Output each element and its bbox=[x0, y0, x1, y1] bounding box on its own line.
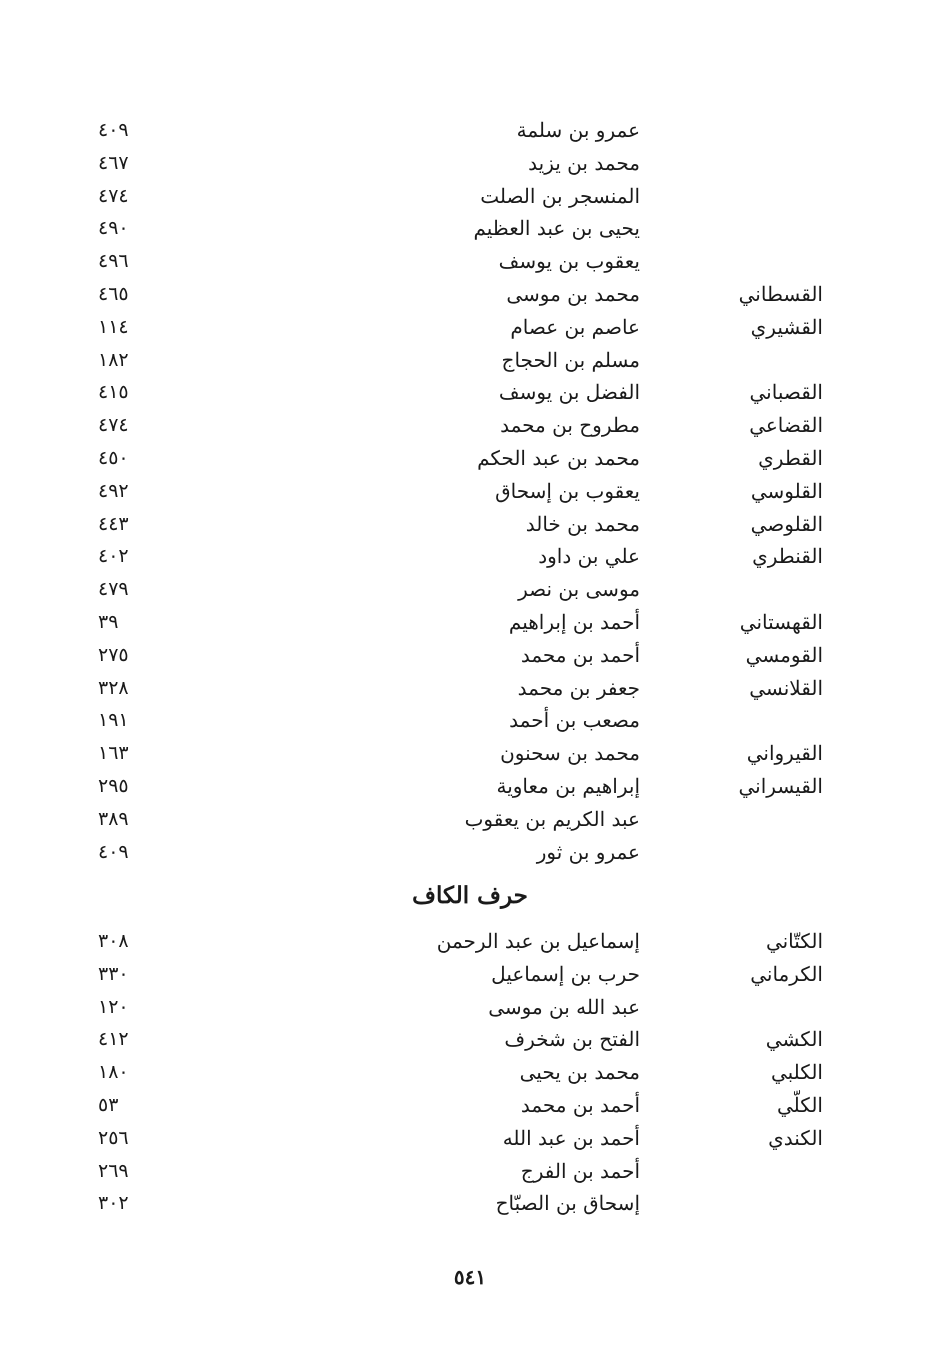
person-name: عاصم بن عصام bbox=[510, 314, 640, 339]
nisba-label: القطري bbox=[758, 445, 823, 470]
page-ref: ١١٤ bbox=[98, 315, 129, 338]
nisba-label: القيسراني bbox=[738, 773, 823, 798]
page-ref: ٤٥٠ bbox=[98, 446, 129, 469]
page-ref: ٤٩٦ bbox=[98, 250, 129, 273]
page-ref: ١٨٢ bbox=[98, 348, 129, 371]
page-ref: ٤٤٣ bbox=[98, 512, 129, 535]
index-row bbox=[0, 376, 940, 409]
page-ref: ١٨٠ bbox=[98, 1061, 129, 1084]
page-ref: ٤٧٩ bbox=[98, 578, 129, 601]
page-ref: ٤٩٢ bbox=[98, 479, 129, 502]
person-name: إسحاق بن الصبّاح bbox=[495, 1191, 640, 1216]
person-name: موسى بن نصر bbox=[518, 577, 640, 602]
person-name: أحمد بن الفرج bbox=[520, 1158, 640, 1183]
person-name: أحمد بن محمد bbox=[520, 642, 640, 667]
index-row bbox=[0, 704, 940, 737]
person-name: مسلم بن الحجاج bbox=[501, 347, 640, 372]
nisba-label: الكشي bbox=[765, 1027, 823, 1052]
index-row bbox=[0, 1023, 940, 1056]
person-name: يعقوب بن إسحاق bbox=[495, 478, 640, 503]
index-row bbox=[0, 672, 940, 705]
person-name: عبد الله بن موسى bbox=[488, 994, 640, 1019]
index-row bbox=[0, 836, 940, 869]
nisba-label: القسطاني bbox=[738, 281, 823, 306]
page-ref: ٣٢٨ bbox=[98, 676, 129, 699]
nisba-label: القضاعي bbox=[749, 413, 823, 438]
page-ref: ٢٩٥ bbox=[98, 774, 129, 797]
index-row bbox=[0, 508, 940, 541]
index-section-kaf bbox=[0, 925, 940, 1220]
page-number: ٥٤١ bbox=[453, 1265, 487, 1289]
person-name: أحمد بن عبد الله bbox=[502, 1125, 640, 1150]
nisba-label: القلانسي bbox=[749, 675, 823, 700]
index-row bbox=[0, 1056, 940, 1089]
nisba-label: القهستاني bbox=[739, 609, 823, 634]
index-row bbox=[0, 278, 940, 311]
index-row bbox=[0, 540, 940, 573]
person-name: محمد بن يحيى bbox=[519, 1060, 640, 1085]
person-name: علي بن داود bbox=[538, 544, 640, 569]
index-row bbox=[0, 344, 940, 377]
page-ref: ٤٦٥ bbox=[98, 282, 129, 305]
person-name: محمد بن عبد الحكم bbox=[477, 445, 640, 470]
person-name: عمرو بن سلمة bbox=[516, 118, 640, 142]
person-name: أحمد بن إبراهيم bbox=[508, 609, 640, 634]
person-name: محمد بن موسى bbox=[506, 281, 640, 306]
nisba-label: الكلبي bbox=[770, 1060, 823, 1085]
nisba-label: القشيري bbox=[750, 314, 823, 339]
person-name: مطروح بن محمد bbox=[500, 413, 640, 438]
nisba-label: القومسي bbox=[745, 642, 823, 667]
nisba-label: القصباني bbox=[749, 380, 823, 405]
index-section-qaf bbox=[0, 114, 940, 868]
page-ref: ٢٧٥ bbox=[98, 643, 129, 666]
page-ref: ٤٠٩ bbox=[98, 119, 129, 141]
index-row bbox=[0, 1122, 940, 1155]
nisba-label: الكلّي bbox=[777, 1092, 823, 1117]
person-name: حرب بن إسماعيل bbox=[491, 961, 640, 986]
page-ref: ٣٠٨ bbox=[98, 930, 129, 952]
index-row bbox=[0, 475, 940, 508]
page-ref: ٥٣ bbox=[98, 1093, 119, 1116]
page-ref: ٢٥٦ bbox=[98, 1126, 129, 1149]
index-row bbox=[0, 1089, 940, 1122]
section-heading: حرف الكاف bbox=[412, 882, 528, 909]
page-ref: ١٢٠ bbox=[98, 995, 129, 1018]
index-row bbox=[0, 606, 940, 639]
index-row bbox=[0, 311, 940, 344]
page-ref: ٤٩٠ bbox=[98, 217, 129, 240]
person-name: أحمد بن محمد bbox=[520, 1092, 640, 1117]
page-ref: ١٦٣ bbox=[98, 742, 129, 765]
index-row bbox=[0, 573, 940, 606]
person-name: محمد بن يزيد bbox=[528, 150, 640, 175]
nisba-label: الكتّاني bbox=[765, 929, 823, 953]
person-name: محمد بن سحنون bbox=[500, 741, 640, 766]
index-row bbox=[0, 114, 940, 147]
index-row bbox=[0, 1155, 940, 1188]
index-row bbox=[0, 991, 940, 1024]
person-name: مصعب بن أحمد bbox=[509, 708, 640, 733]
page-ref: ٤٠٩ bbox=[98, 840, 129, 863]
nisba-label: الكرماني bbox=[750, 961, 823, 986]
person-name: عمرو بن ثور bbox=[536, 839, 640, 864]
nisba-label: القلوصي bbox=[750, 511, 823, 536]
page-ref: ٣٠٢ bbox=[98, 1192, 129, 1215]
page-ref: ٢٦٩ bbox=[98, 1159, 129, 1182]
index-row bbox=[0, 925, 940, 958]
person-name: عبد الكريم بن يعقوب bbox=[464, 806, 640, 831]
person-name: المنسجر بن الصلت bbox=[480, 183, 640, 208]
index-row bbox=[0, 803, 940, 836]
index-row bbox=[0, 147, 940, 180]
person-name: محمد بن خالد bbox=[525, 511, 640, 536]
person-name: يحيى بن عبد العظيم bbox=[473, 216, 640, 241]
page-ref: ٣٣٠ bbox=[98, 962, 129, 985]
nisba-label: القنطري bbox=[752, 544, 823, 569]
nisba-label: الكندي bbox=[768, 1125, 823, 1150]
index-row bbox=[0, 770, 940, 803]
index-row bbox=[0, 212, 940, 245]
index-row bbox=[0, 958, 940, 991]
person-name: يعقوب بن يوسف bbox=[498, 249, 640, 274]
person-name: الفضل بن يوسف bbox=[498, 380, 640, 405]
nisba-label: القلوسي bbox=[750, 478, 823, 503]
person-name: إبراهيم بن معاوية bbox=[496, 773, 640, 798]
index-row bbox=[0, 639, 940, 672]
page-ref: ٤٦٧ bbox=[98, 151, 129, 174]
page-ref: ٤١٢ bbox=[98, 1028, 129, 1051]
index-row bbox=[0, 409, 940, 442]
index-row bbox=[0, 245, 940, 278]
page-ref: ٤٧٤ bbox=[98, 184, 129, 207]
page-ref: ١٩١ bbox=[98, 709, 129, 732]
page-ref: ٤١٥ bbox=[98, 381, 129, 404]
index-row bbox=[0, 737, 940, 770]
page-ref: ٣٨٩ bbox=[98, 807, 129, 830]
person-name: إسماعيل بن عبد الرحمن bbox=[436, 929, 640, 953]
page-ref: ٤٠٢ bbox=[98, 545, 129, 568]
person-name: الفتح بن شخرف bbox=[504, 1027, 640, 1052]
index-row bbox=[0, 442, 940, 475]
index-row bbox=[0, 1187, 940, 1220]
person-name: جعفر بن محمد bbox=[517, 675, 640, 700]
page-ref: ٤٧٤ bbox=[98, 414, 129, 437]
index-row bbox=[0, 180, 940, 213]
page-ref: ٣٩ bbox=[98, 610, 119, 633]
nisba-label: القيرواني bbox=[746, 741, 823, 766]
